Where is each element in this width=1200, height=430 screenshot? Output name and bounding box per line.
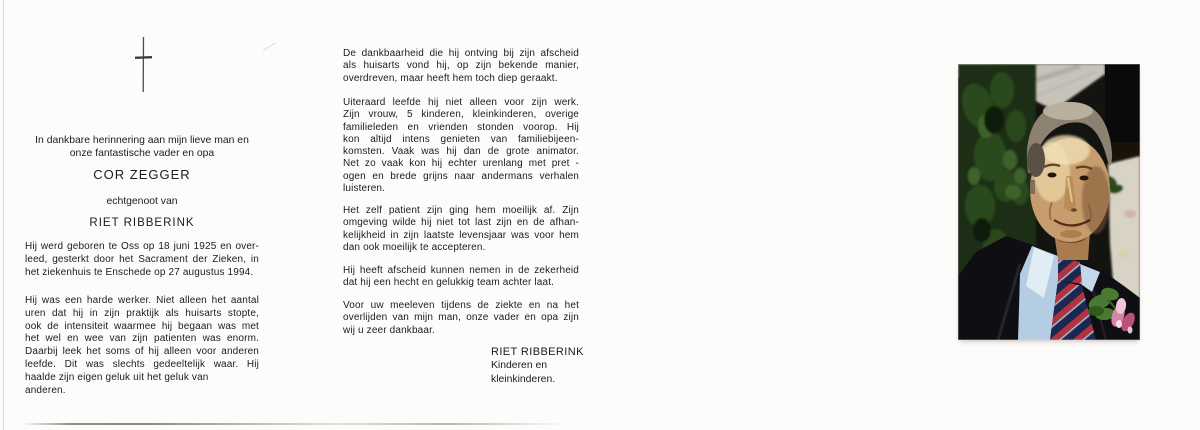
relation-label: echtgenoot van	[106, 196, 178, 207]
paragraph-farewell	[343, 265, 579, 290]
latin-cross-icon	[134, 36, 153, 93]
text-line: anderen.	[25, 384, 66, 396]
scan-scratch-mark	[263, 42, 276, 51]
text-line: Hij was een harde werker. Niet alleen het aantal	[25, 295, 259, 306]
spouse-name: RIET RIBBERINK	[89, 217, 195, 229]
text-line: het ziekenhuis te Enschede op 27 augustus 1994.	[25, 266, 254, 278]
text-line: uren dat hij in zijn praktijk als huisarts stopte,	[25, 307, 259, 319]
text-line: wij u zeer dankbaar.	[343, 324, 435, 336]
text-line: omgeving wilde hij niet tot last zijn en de afhan-	[343, 217, 579, 229]
signature-name: RIET RIBBERINK	[491, 346, 584, 358]
portrait-photo	[958, 64, 1140, 340]
paragraph-family	[343, 97, 579, 195]
text-line: ook de intensiteit waarmee hij begaan was met	[25, 320, 259, 332]
text-line: komsten. Vaak was hij dan de grote animator.	[343, 146, 579, 158]
text-line: als huisarts vond hij, op zijn bekende manier,	[343, 60, 579, 72]
paragraph-being-patient	[343, 205, 579, 254]
text-line: Voor uw meeleven tijdens de ziekte en na het	[343, 300, 579, 311]
text-line: Het zelf patient zijn ging hem moeilijk af. Zijn	[343, 205, 579, 216]
text-line: In dankbare herinnering aan mijn lieve man en	[35, 135, 249, 146]
text-line: leefde. Dit was slechts gedeeltelijk waar. Hij	[25, 358, 259, 370]
signature-lines	[491, 359, 651, 387]
text-line: Daarbij leek het soms of hij alleen voor anderen	[25, 346, 259, 358]
text-line: luisteren.	[343, 183, 386, 195]
text-line: kon altijd intens genieten van familiebijeen-	[343, 133, 579, 145]
scan-edge-line	[3, 0, 4, 430]
text-line: Net zo vaak kon hij echter urenlang met pret -	[343, 158, 579, 170]
text-line: overlijden van mijn man, onze vader en opa zijn	[343, 312, 579, 324]
paragraph-birth-death	[25, 241, 259, 279]
text-line: het wel en wee van zijn patienten was enorm.	[25, 333, 259, 345]
text-line: Uiteraard leefde hij niet alleen voor zijn werk.	[343, 97, 579, 108]
text-line: Kinderen en	[491, 360, 548, 371]
text-line: leed, gesterkt door het Sacrament der Zieken, in	[25, 253, 259, 265]
text-line: ogen en brede grijns naar andermans verhalen	[343, 170, 579, 182]
memorial-intro	[25, 134, 259, 160]
portrait-photo-art	[958, 64, 1140, 340]
photo-dark-block	[1105, 64, 1140, 144]
paragraph-gratitude	[343, 48, 579, 85]
text-line: kelijkheid in zijn laatste levensjaar was voor hem	[343, 229, 579, 241]
text-line: familieleden en vrienden stonden voorop. Hij	[343, 121, 579, 133]
text-line: haalde zijn eigen geluk uit het geluk van	[25, 371, 209, 383]
card-fold-shadow	[22, 423, 567, 425]
paragraph-thanks	[343, 300, 579, 337]
paragraph-hard-worker	[25, 295, 259, 397]
text-line: kleinkinderen.	[491, 374, 556, 385]
signature-block	[491, 345, 651, 387]
text-line: Hij werd geboren te Oss op 18 juni 1925 en over-	[25, 241, 259, 252]
text-line: dan ook moeilijk te accepteren.	[343, 241, 486, 253]
text-line: onze fantastische vader en opa	[69, 148, 215, 159]
text-line: overdreven, maar heeft hem toch diep geraakt.	[343, 72, 558, 84]
text-line: De dankbaarheid die hij ontving bij zijn afscheid	[343, 48, 579, 59]
deceased-name: COR ZEGGER	[93, 167, 191, 182]
text-line: Hij heeft afscheid kunnen nemen in de zekerheid	[343, 265, 579, 276]
text-line: dat hij een hecht en gelukkig team achter laat.	[343, 277, 555, 289]
text-line: Zijn vrouw, 5 kinderen, kleinkinderen, overige	[343, 109, 579, 121]
